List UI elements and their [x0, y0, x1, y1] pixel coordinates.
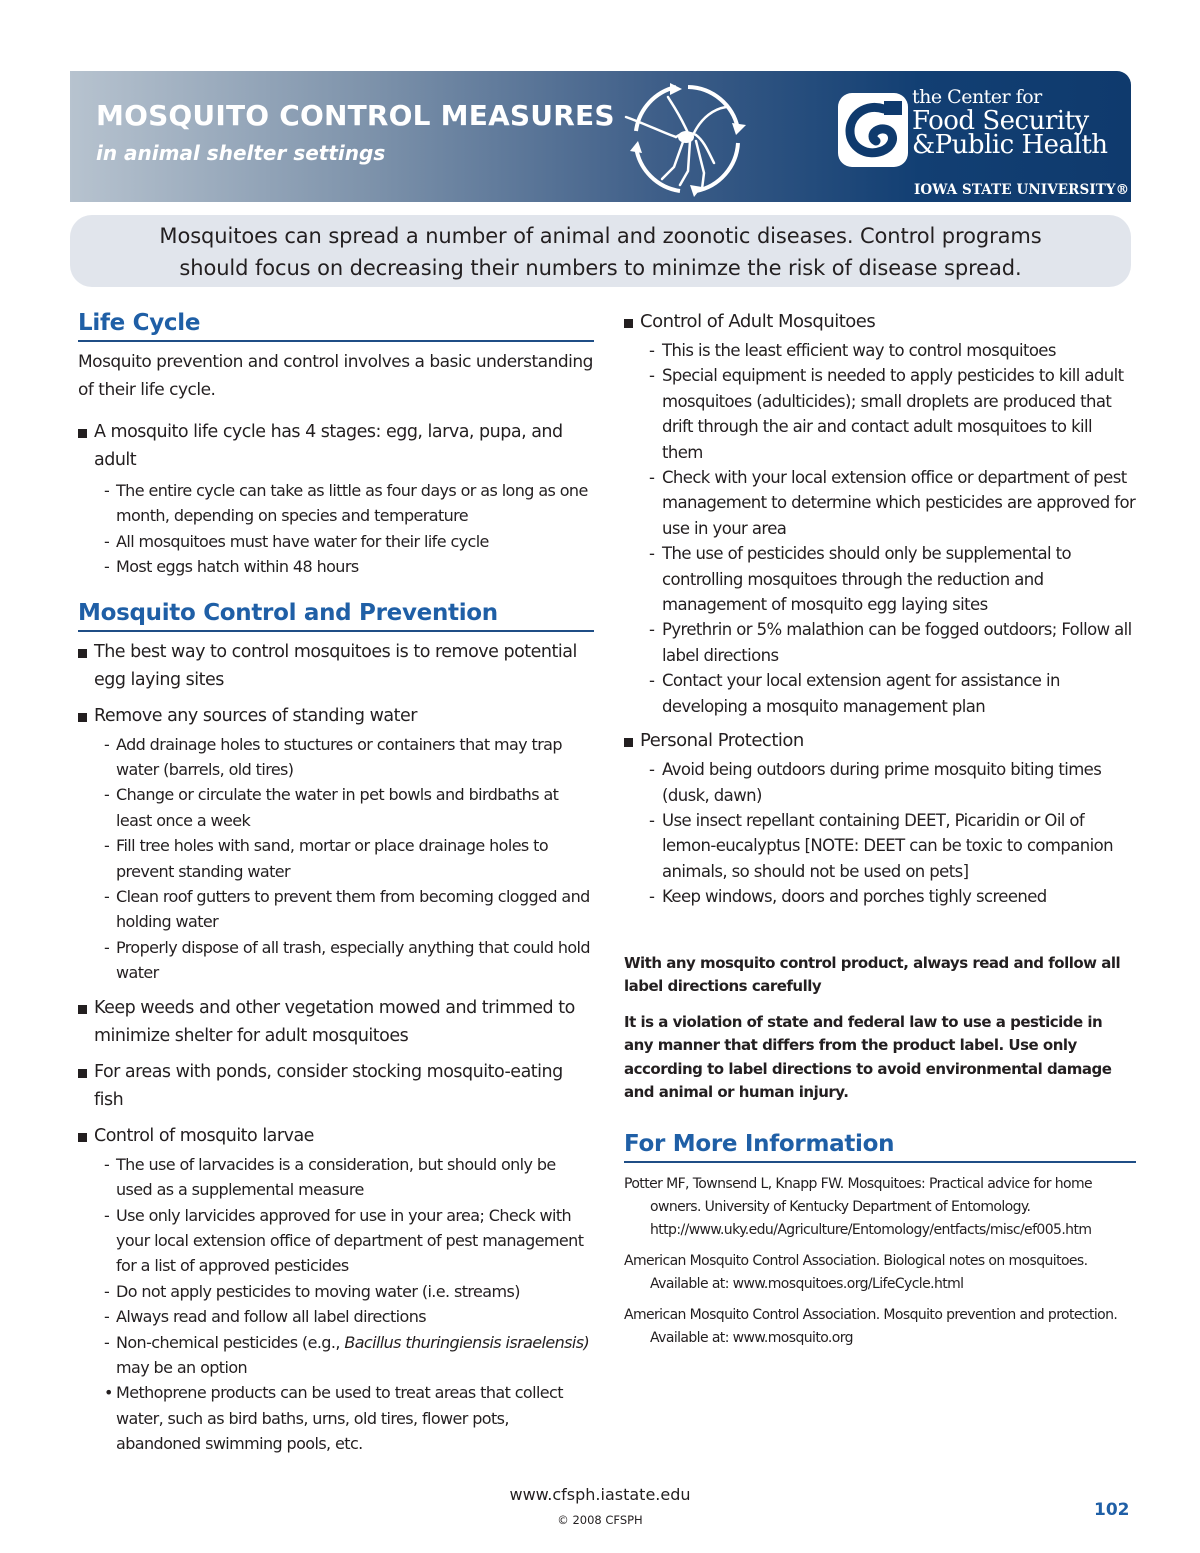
header-banner [70, 71, 1131, 202]
control-sub-5-3: - Do not apply pesticides to moving water (i.e. streams) [104, 1281, 520, 1301]
control-sub-2-2: - Change or circulate the water in pet bowls and birdbaths at least once a week [104, 785, 559, 830]
bullet-square-icon [78, 1005, 87, 1014]
warning-label-directions: With any mosquito control product, always read and follow all label directions carefully [624, 953, 1121, 996]
adult-sub-1-2: - Special equipment is needed to apply pesticides to kill adult mosquitoes (adulticides); small droplets are produced that drift through the air and contact adult mosquitoes to kill them [649, 366, 1124, 462]
more-info-heading: For More Information [624, 1129, 1136, 1163]
org-line-1: the Center for [912, 86, 1042, 108]
life-cycle-intro: Mosquito prevention and control involves a basic understanding of their life cycle. [78, 352, 593, 400]
life-cycle-sub-3: - Most eggs hatch within 48 hours [104, 557, 359, 577]
control-bullet-1: The best way to control mosquitoes is to remove potential egg laying sites [78, 638, 594, 694]
cfsph-logo-icon [838, 93, 908, 167]
bullet-square-icon [624, 738, 633, 747]
footer-copyright: © 2008 CFSPH [557, 1513, 643, 1527]
left-column [78, 308, 594, 1457]
bullet-square-icon [624, 319, 633, 328]
intro-line-1: Mosquitoes can spread a number of animal and zoonotic diseases. Control programs [159, 224, 1042, 248]
adult-sub-1-4: - The use of pesticides should only be supplemental to controlling mosquitoes through the reduction and management of mosquito egg laying sites [649, 544, 1072, 615]
adult-sub-1-3: - Check with your local extension office or department of pest management to determine which pesticides are approved for use in your area [649, 468, 1136, 538]
control-sub-5-1: - The use of larvacides is a consideration, but should only be used as a supplemental measure [104, 1154, 556, 1200]
university-name: IOWA STATE UNIVERSITY® [914, 182, 1130, 198]
adult-sub-2-2: - Use insect repellant containing DEET, Picaridin or Oil of lemon-eucalyptus [NOTE: DEET can be toxic to companion animals, so should not be used on pets] [649, 810, 1113, 881]
mosquito-cycle-icon [618, 81, 758, 197]
life-cycle-bullet: A mosquito life cycle has 4 stages: egg, larva, pupa, and adult [78, 418, 594, 474]
life-cycle-sub-2: - All mosquitoes must have water for their life cycle [104, 531, 489, 551]
bullet-square-icon [78, 1133, 87, 1142]
bullet-square-icon [78, 713, 87, 722]
bullet-square-icon [78, 649, 87, 658]
adult-sub-2-3: - Keep windows, doors and porches tighly screened [649, 887, 1047, 907]
intro-box [70, 215, 1131, 287]
control-sub-5-4: - Always read and follow all label directions [104, 1307, 426, 1327]
control-bullet-5: Control of mosquito larvae [78, 1122, 594, 1150]
life-cycle-heading: Life Cycle [78, 308, 594, 342]
control-bullet-2: Remove any sources of standing water [78, 702, 594, 730]
reference-2: American Mosquito Control Association. Biological notes on mosquitoes. Available at: www.mosquitoes.org/LifeCycle.html [624, 1252, 1088, 1292]
reference-3: American Mosquito Control Association. Mosquito prevention and protection. Available at: www.mosquito.org [624, 1306, 1118, 1346]
control-sub-5-6: • Methoprene products can be used to treat areas that collect water, such as bird baths, urns, old tires, flower pots, abandoned swimming pools, etc. [104, 1383, 563, 1454]
reference-1: Potter MF, Townsend L, Knapp FW. Mosquitoes: Practical advice for home owners. University of Kentucky Department of Entomology. http://www.uky.edu/Agriculture/Entomology/entfacts/misc/ef005.htm [624, 1175, 1092, 1238]
footer-url[interactable]: www.cfsph.iastate.edu [509, 1485, 691, 1504]
adult-sub-1-5: - Pyrethrin or 5% malathion can be fogged outdoors; Follow all label directions [649, 620, 1132, 665]
control-bullet-4: For areas with ponds, consider stocking mosquito-eating fish [78, 1058, 594, 1114]
control-sub-2-1: - Add drainage holes to stuctures or containers that may trap water (barrels, old tires) [104, 734, 562, 780]
control-sub-5-2: - Use only larvicides approved for use in your area; Check with your local extension office of department of pest management for a list of approved pesticides [104, 1205, 584, 1276]
page-subtitle: in animal shelter settings [96, 141, 386, 165]
bullet-square-icon [78, 429, 87, 438]
right-column [624, 308, 1136, 1358]
org-line-2: Food Security [912, 106, 1089, 136]
control-sub-5-5: - Non-chemical pesticides (e.g., Bacillus thuringiensis israelensis) may be an option [104, 1332, 590, 1377]
adult-bullet-1: Control of Adult Mosquitoes [624, 308, 1136, 336]
adult-bullet-2: Personal Protection [624, 727, 1136, 755]
intro-line-2: should focus on decreasing their numbers to minimze the risk of disease spread. [179, 256, 1022, 280]
control-heading: Mosquito Control and Prevention [78, 598, 594, 632]
page-title: MOSQUITO CONTROL MEASURES [96, 99, 615, 132]
bullet-square-icon [78, 1069, 87, 1078]
control-sub-2-4: - Clean roof gutters to prevent them from becoming clogged and holding water [104, 887, 590, 932]
adult-sub-1-6: - Contact your local extension agent for assistance in developing a mosquito management plan [649, 671, 1060, 716]
control-bullet-3: Keep weeds and other vegetation mowed and trimmed to minimize shelter for adult mosquitoes [78, 994, 594, 1050]
cfsph-wordmark [912, 85, 1108, 160]
adult-sub-2-1: - Avoid being outdoors during prime mosquito biting times (dusk, dawn) [649, 760, 1102, 805]
org-line-3: &Public Health [912, 130, 1108, 160]
life-cycle-sub-1: - The entire cycle can take as little as four days or as long as one month, depending on species and temperature [104, 481, 588, 526]
warning-law: It is a violation of state and federal law to use a pesticide in any manner that differs from the product label. Use only according to label directions to avoid environmental damage and animal or human injury. [624, 1012, 1112, 1102]
page-number: 102 [1094, 1500, 1130, 1520]
control-sub-2-5: - Properly dispose of all trash, especially anything that could hold water [104, 937, 590, 983]
control-sub-2-3: - Fill tree holes with sand, mortar or place drainage holes to prevent standing water [104, 836, 549, 881]
adult-sub-1-1: - This is the least efficient way to control mosquitoes [649, 341, 1056, 360]
